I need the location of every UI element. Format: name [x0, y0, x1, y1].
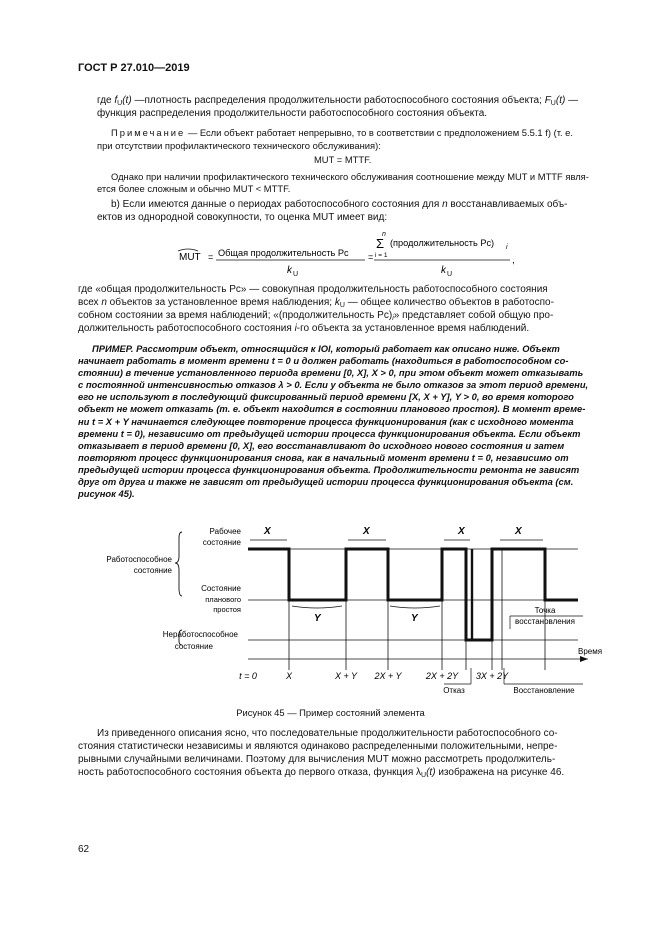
- example-line: ПРИМЕР. Рассмотрим объект, относящийся к IOI, который работает как описано ниже. Объект: [92, 343, 560, 354]
- example-line: друг от друга и также не зависят от предыдущей истории процесса функционирования объекта (см.: [78, 476, 574, 488]
- tick-label: X: [285, 671, 293, 681]
- x-mark: X: [458, 526, 465, 537]
- example-line: стоянии) в течение установленного периода времени [0, X], X > 0, при этом объект может отказывать: [78, 367, 584, 379]
- label-planned: планового: [205, 595, 241, 604]
- state-trajectory: [248, 549, 578, 640]
- density-definition-line2: функция распределения продолжительности работоспособного состояния объекта.: [97, 108, 488, 119]
- formula-den2-sub: U: [447, 271, 453, 278]
- expl-line4: должительность работоспособного состояния i-го объекта за установленное время наблюдений.: [78, 323, 530, 334]
- formula-den2: k: [441, 265, 446, 276]
- formula-num1: Общая продолжительность Рс: [218, 248, 349, 258]
- restore-point-label: Точка: [534, 606, 556, 615]
- label-down-state: Неработоспособное: [162, 630, 238, 639]
- tick-label: t = 0: [239, 671, 257, 681]
- up-state-brace: [175, 532, 182, 596]
- tick-label: 3X + 2Y: [475, 671, 509, 681]
- label-up-state: Работоспособное: [106, 555, 172, 564]
- final-line3: рывными случайными величинами. Поэтому для вычисления MUT можно рассмотреть продолжитель-: [78, 754, 556, 765]
- standard-header: ГОСТ Р 27.010—2019: [78, 62, 190, 74]
- para-b-line2: ектов из однородной совокупности, то оценка MUT имеет вид:: [97, 212, 388, 223]
- note-line2: при отсутствии профилактического технического обслуживания):: [97, 140, 381, 151]
- example-line: рисунок 45).: [78, 488, 135, 500]
- final-line1: Из приведенного описания ясно, что последовательные продолжительности работоспособного со-: [97, 728, 558, 739]
- restore-point-label: восстановления: [515, 617, 575, 626]
- y-span: [390, 606, 440, 608]
- para-b-line1: b) Если имеются данные о периодах работоспособного состояния для n восстанавливаемых объ-: [111, 199, 568, 210]
- label-planned: Состояние: [201, 584, 241, 593]
- formula-den1-sub: U: [293, 271, 299, 278]
- formula-comma: ,: [512, 255, 515, 266]
- tick-label: 2X + Y: [374, 671, 402, 681]
- sum-sign: Σ: [376, 236, 385, 251]
- sum-top: n: [382, 231, 386, 238]
- expl-line3: собном состоянии за время наблюдений; «(продолжительность $Рс)_i$» представляет собой общую про-: [78, 310, 554, 322]
- failure-label: Отказ: [443, 686, 465, 695]
- tilde-mark: [178, 249, 198, 251]
- state-diagram: [78, 518, 618, 698]
- final-line2: стояния статистически независимы и являются одинаково распределенными положительными, непре-: [78, 741, 558, 752]
- label-working: Рабочее: [209, 527, 241, 536]
- note-formula: MUT = MTTF.: [314, 154, 372, 165]
- example-block: [78, 343, 618, 500]
- formula-den1: k: [287, 265, 292, 276]
- density-definition-line1: где $f_U(t)$ —плотность распределения продолжительности работоспособного состояния объекта; $F_U(t)$ —: [97, 95, 579, 107]
- label-down-state: состояние: [174, 642, 213, 651]
- expl-line1: где «общая продолжительность Рс» — совокупная продолжительность работоспособного состояния: [78, 284, 548, 295]
- expl-line2: всех n объектов за установленное время наблюдения; $k_U$ — общее количество объектов в работоспо-: [78, 297, 554, 309]
- example-line: повторяют процесс функционирования снова, как в начальный момент времени t = 0, независимо от: [78, 451, 569, 463]
- x-mark: X: [264, 526, 271, 537]
- formula-eq1: =: [208, 252, 214, 262]
- example-line: предыдущей истории процесса функционирования объекта. Продолжительности ремонта не зависят: [78, 463, 580, 475]
- y-span: [292, 606, 342, 608]
- tick-label: X + Y: [334, 671, 358, 681]
- x-mark: X: [515, 526, 522, 537]
- time-label: Время: [578, 647, 603, 656]
- formula-lhs: MUT: [179, 252, 201, 263]
- label-working: состояние: [202, 538, 241, 547]
- formula-num2-sub: i: [506, 244, 508, 251]
- formula-num2: (продолжительность Рс): [390, 238, 495, 248]
- tick-label: 2X + 2Y: [425, 671, 459, 681]
- x-mark: X: [363, 526, 370, 537]
- label-up-state: состояние: [133, 566, 172, 575]
- page-number: 62: [78, 844, 90, 855]
- example-line: с постоянной интенсивностью отказов λ > 0. Если у объекта не было отказов за этот период времени,: [78, 379, 589, 391]
- final-line4: ность работоспособного состояния объекта до первого отказа, функция $\lambda_U(t)$ изображена на рисунке 46.: [78, 767, 565, 779]
- example-line: начинает работать в момент времени t = 0 и должен работать (находиться в работоспособном со-: [78, 355, 569, 367]
- sum-bottom: i = 1: [375, 252, 388, 259]
- example-line: ни t = X + Y начинается следующее повторение процесса функционирования (как с исходного момента: [78, 415, 574, 427]
- y-mark: Y: [411, 613, 418, 624]
- example-line: объект не может отказать (т. е. объект находится в состоянии планового простоя). В момент време-: [78, 403, 586, 415]
- example-line: времени t = 0), независимо от предыдущей истории процесса функционирования объекта. Если объект: [78, 427, 581, 439]
- figure-caption: Рисунок 45 — Пример состояний элемента: [236, 707, 425, 718]
- note-line1: Примечание — Если объект работает непрерывно, то в соответствии с предположением 5.5.1 f) (т. е.: [111, 127, 573, 138]
- note-line3: Однако при наличии профилактического технического обслуживания соотношение между MUT и MTTF явля-: [111, 171, 589, 182]
- note-line4: ется более сложным и обычно MUT < MTTF.: [97, 183, 291, 194]
- restoration-label: Восстановление: [513, 686, 575, 695]
- example-line: его не используют в последующий фиксированный период времени [X, X + Y], Y > 0, во время которого: [78, 391, 574, 403]
- label-planned: простоя: [213, 605, 241, 614]
- example-line: отказывает в период времени [0, X], его восстанавливают до исходного нового состояния и затем: [78, 439, 565, 451]
- formula-eq2: =: [368, 252, 374, 262]
- mut-formula: [160, 226, 530, 278]
- y-mark: Y: [314, 613, 321, 624]
- time-arrow-icon: [580, 656, 588, 662]
